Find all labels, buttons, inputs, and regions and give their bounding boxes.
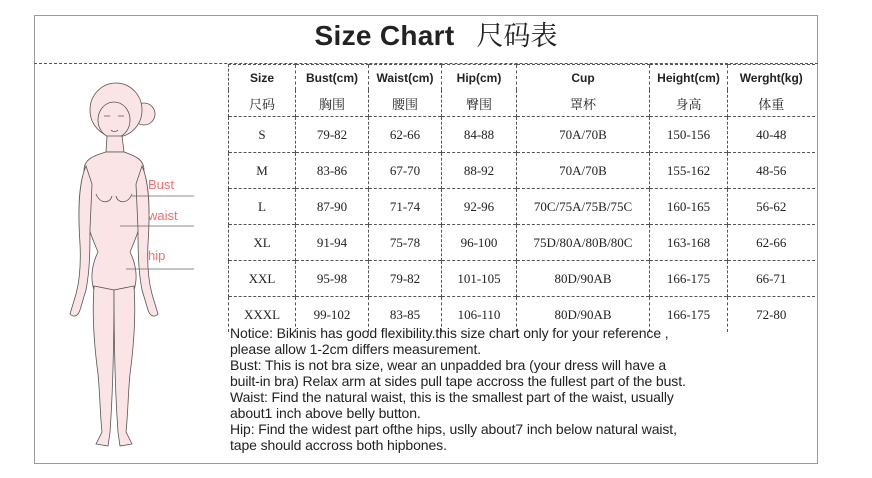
- table-cell: 62-66: [369, 117, 442, 153]
- body-silhouette-illustration: [34, 64, 230, 464]
- note-line: about1 inch above belly button.: [230, 405, 421, 421]
- hip-label: hip: [148, 248, 166, 263]
- table-cell: 66-71: [728, 261, 815, 297]
- column-header: Hip(cm): [442, 65, 517, 91]
- table-cell: 70C/75A/75B/75C: [517, 189, 650, 225]
- column-header: Height(cm): [650, 65, 728, 91]
- table-row: [229, 261, 815, 297]
- table-cell: 99-102: [296, 297, 369, 333]
- note-line: built-in bra) Relax arm at sides pull tape accross the fullest part of the bust.: [230, 373, 686, 389]
- title-chinese: 尺码表: [476, 21, 558, 52]
- table-row: [229, 189, 815, 225]
- table-cell: 101-105: [442, 261, 517, 297]
- header-row-chinese: [229, 90, 815, 117]
- table-cell: M: [229, 153, 296, 189]
- table-cell: 75-78: [369, 225, 442, 261]
- note-line: please allow 1-2cm differs measurement.: [230, 341, 482, 357]
- table-row: [229, 153, 815, 189]
- table-cell: 56-62: [728, 189, 815, 225]
- table-cell: 92-96: [442, 189, 517, 225]
- column-header: Cup: [517, 65, 650, 91]
- table-cell: 106-110: [442, 297, 517, 333]
- table-cell: L: [229, 189, 296, 225]
- table-cell: XL: [229, 225, 296, 261]
- table-cell: 91-94: [296, 225, 369, 261]
- title-english: Size Chart: [314, 20, 455, 51]
- table-cell: 72-80: [728, 297, 815, 333]
- table-cell: 83-85: [369, 297, 442, 333]
- column-header-zh: 体重: [728, 90, 815, 117]
- table-cell: 150-156: [650, 117, 728, 153]
- table-cell: 79-82: [369, 261, 442, 297]
- column-header-zh: 身高: [650, 90, 728, 117]
- table-cell: 166-175: [650, 261, 728, 297]
- column-header-zh: 罩杯: [517, 90, 650, 117]
- table-cell: 80D/90AB: [517, 261, 650, 297]
- table-cell: 166-175: [650, 297, 728, 333]
- note-line: tape should accross both hipbones.: [230, 437, 447, 453]
- table-cell: 95-98: [296, 261, 369, 297]
- body-figure: [34, 64, 230, 464]
- table-cell: 155-162: [650, 153, 728, 189]
- table-cell: 163-168: [650, 225, 728, 261]
- note-line: Hip: Find the widest part ofthe hips, uslly about7 inch below natural waist,: [230, 421, 677, 437]
- column-header-zh: 尺码: [229, 90, 296, 117]
- table-cell: 88-92: [442, 153, 517, 189]
- table-row: [229, 117, 815, 153]
- bust-label: Bust: [148, 177, 175, 192]
- table-cell: 70A/70B: [517, 117, 650, 153]
- table-cell: XXL: [229, 261, 296, 297]
- table-cell: 96-100: [442, 225, 517, 261]
- table-cell: 79-82: [296, 117, 369, 153]
- column-header: Werght(kg): [728, 65, 815, 91]
- column-header-zh: 胸围: [296, 90, 369, 117]
- table-cell: 62-66: [728, 225, 815, 261]
- column-header: Waist(cm): [369, 65, 442, 91]
- table-cell: 67-70: [369, 153, 442, 189]
- table-cell: 160-165: [650, 189, 728, 225]
- header-row-english: [229, 65, 815, 91]
- waist-label: waist: [148, 208, 178, 223]
- table-cell: 40-48: [728, 117, 815, 153]
- table-cell: 84-88: [442, 117, 517, 153]
- table-cell: 70A/70B: [517, 153, 650, 189]
- size-table: [228, 64, 815, 332]
- table-row: [229, 225, 815, 261]
- table-cell: S: [229, 117, 296, 153]
- table-cell: 83-86: [296, 153, 369, 189]
- table-cell: XXXL: [229, 297, 296, 333]
- column-header: Size: [229, 65, 296, 91]
- table-cell: 48-56: [728, 153, 815, 189]
- note-line: Waist: Find the natural waist, this is the smallest part of the waist, usually: [230, 389, 674, 405]
- column-header: Bust(cm): [296, 65, 369, 91]
- note-line: Notice: Bikinis has good flexibility.this size chart only for your reference ,: [230, 325, 669, 341]
- measurement-notes: [230, 325, 820, 453]
- column-header-zh: 腰围: [369, 90, 442, 117]
- table-cell: 87-90: [296, 189, 369, 225]
- table-cell: 80D/90AB: [517, 297, 650, 333]
- note-line: Bust: This is not bra size, wear an unpadded bra (your dress will have a: [230, 357, 667, 373]
- table-cell: 71-74: [369, 189, 442, 225]
- table-cell: 75D/80A/80B/80C: [517, 225, 650, 261]
- column-header-zh: 臀围: [442, 90, 517, 117]
- page-title: [0, 18, 872, 55]
